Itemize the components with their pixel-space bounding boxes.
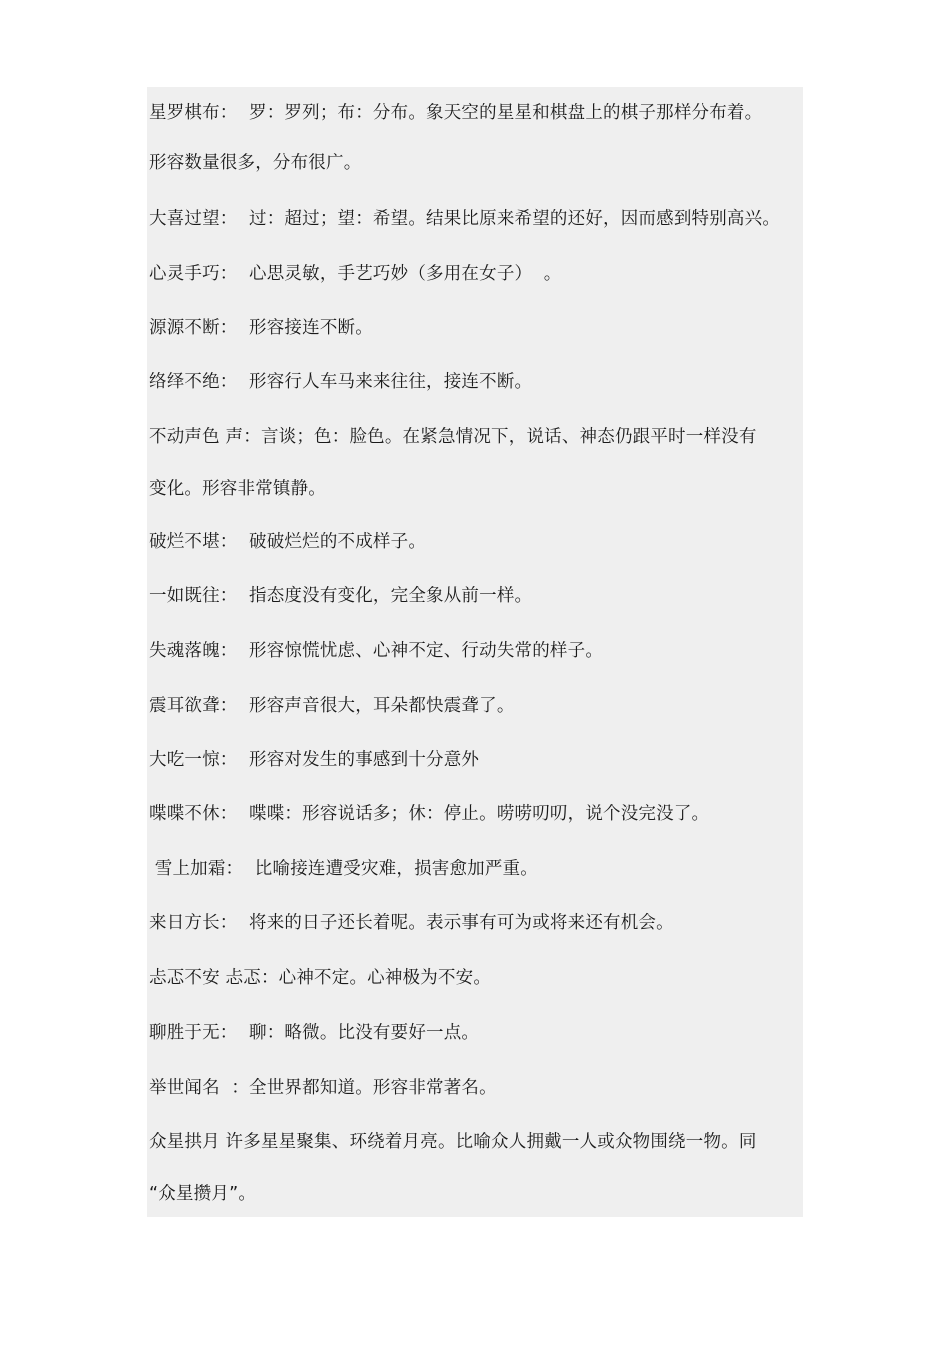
idiom-line: 失魂落魄： 形容惊慌忧虑、心神不定、行动失常的样子。 bbox=[149, 641, 604, 661]
idiom-line: 雪上加霜： 比喻接连遭受灾难，损害愈加严重。 bbox=[149, 859, 538, 879]
idiom-line: 络绎不绝： 形容行人车马来来往往，接连不断。 bbox=[149, 372, 533, 392]
idiom-line: 一如既往： 指态度没有变化，完全象从前一样。 bbox=[149, 586, 533, 606]
idiom-line: 大喜过望： 过：超过；望：希望。结果比原来希望的还好，因而感到特别高兴。 bbox=[149, 209, 781, 229]
idiom-line: 不动声色 声：言谈；色：脸色。在紧急情况下，说话、神态仍跟平时一样没有 bbox=[149, 427, 757, 447]
idiom-line: 心灵手巧： 心思灵敏，手艺巧妙（多用在女子） 。 bbox=[149, 264, 562, 284]
idiom-line: 众星拱月 许多星星聚集、环绕着月亮。比喻众人拥戴一人或众物围绕一物。同 bbox=[149, 1132, 757, 1152]
idiom-line: 举世闻名 ：全世界都知道。形容非常著名。 bbox=[149, 1078, 497, 1098]
idiom-line: 喋喋不休： 喋喋：形容说话多；休：停止。唠唠叨叨，说个没完没了。 bbox=[149, 804, 710, 824]
idiom-line: 形容数量很多，分布很广。 bbox=[149, 153, 362, 173]
idiom-line: 星罗棋布： 罗：罗列；布：分布。象天空的星星和棋盘上的棋子那样分布着。 bbox=[149, 103, 763, 123]
idiom-line: 大吃一惊： 形容对发生的事感到十分意外 bbox=[149, 750, 480, 770]
idiom-line: 破烂不堪： 破破烂烂的不成样子。 bbox=[149, 532, 427, 552]
idiom-line: 聊胜于无： 聊：略微。比没有要好一点。 bbox=[149, 1023, 480, 1043]
idiom-line: 变化。形容非常镇静。 bbox=[149, 479, 326, 499]
idiom-line: “众星攒月”。 bbox=[149, 1184, 257, 1204]
idiom-line: 忐忑不安 忐忑：心神不定。心神极为不安。 bbox=[149, 968, 492, 988]
idiom-line: 震耳欲聋： 形容声音很大，耳朵都快震聋了。 bbox=[149, 696, 515, 716]
idiom-line: 来日方长： 将来的日子还长着呢。表示事有可为或将来还有机会。 bbox=[149, 913, 674, 933]
idiom-line: 源源不断： 形容接连不断。 bbox=[149, 318, 373, 338]
